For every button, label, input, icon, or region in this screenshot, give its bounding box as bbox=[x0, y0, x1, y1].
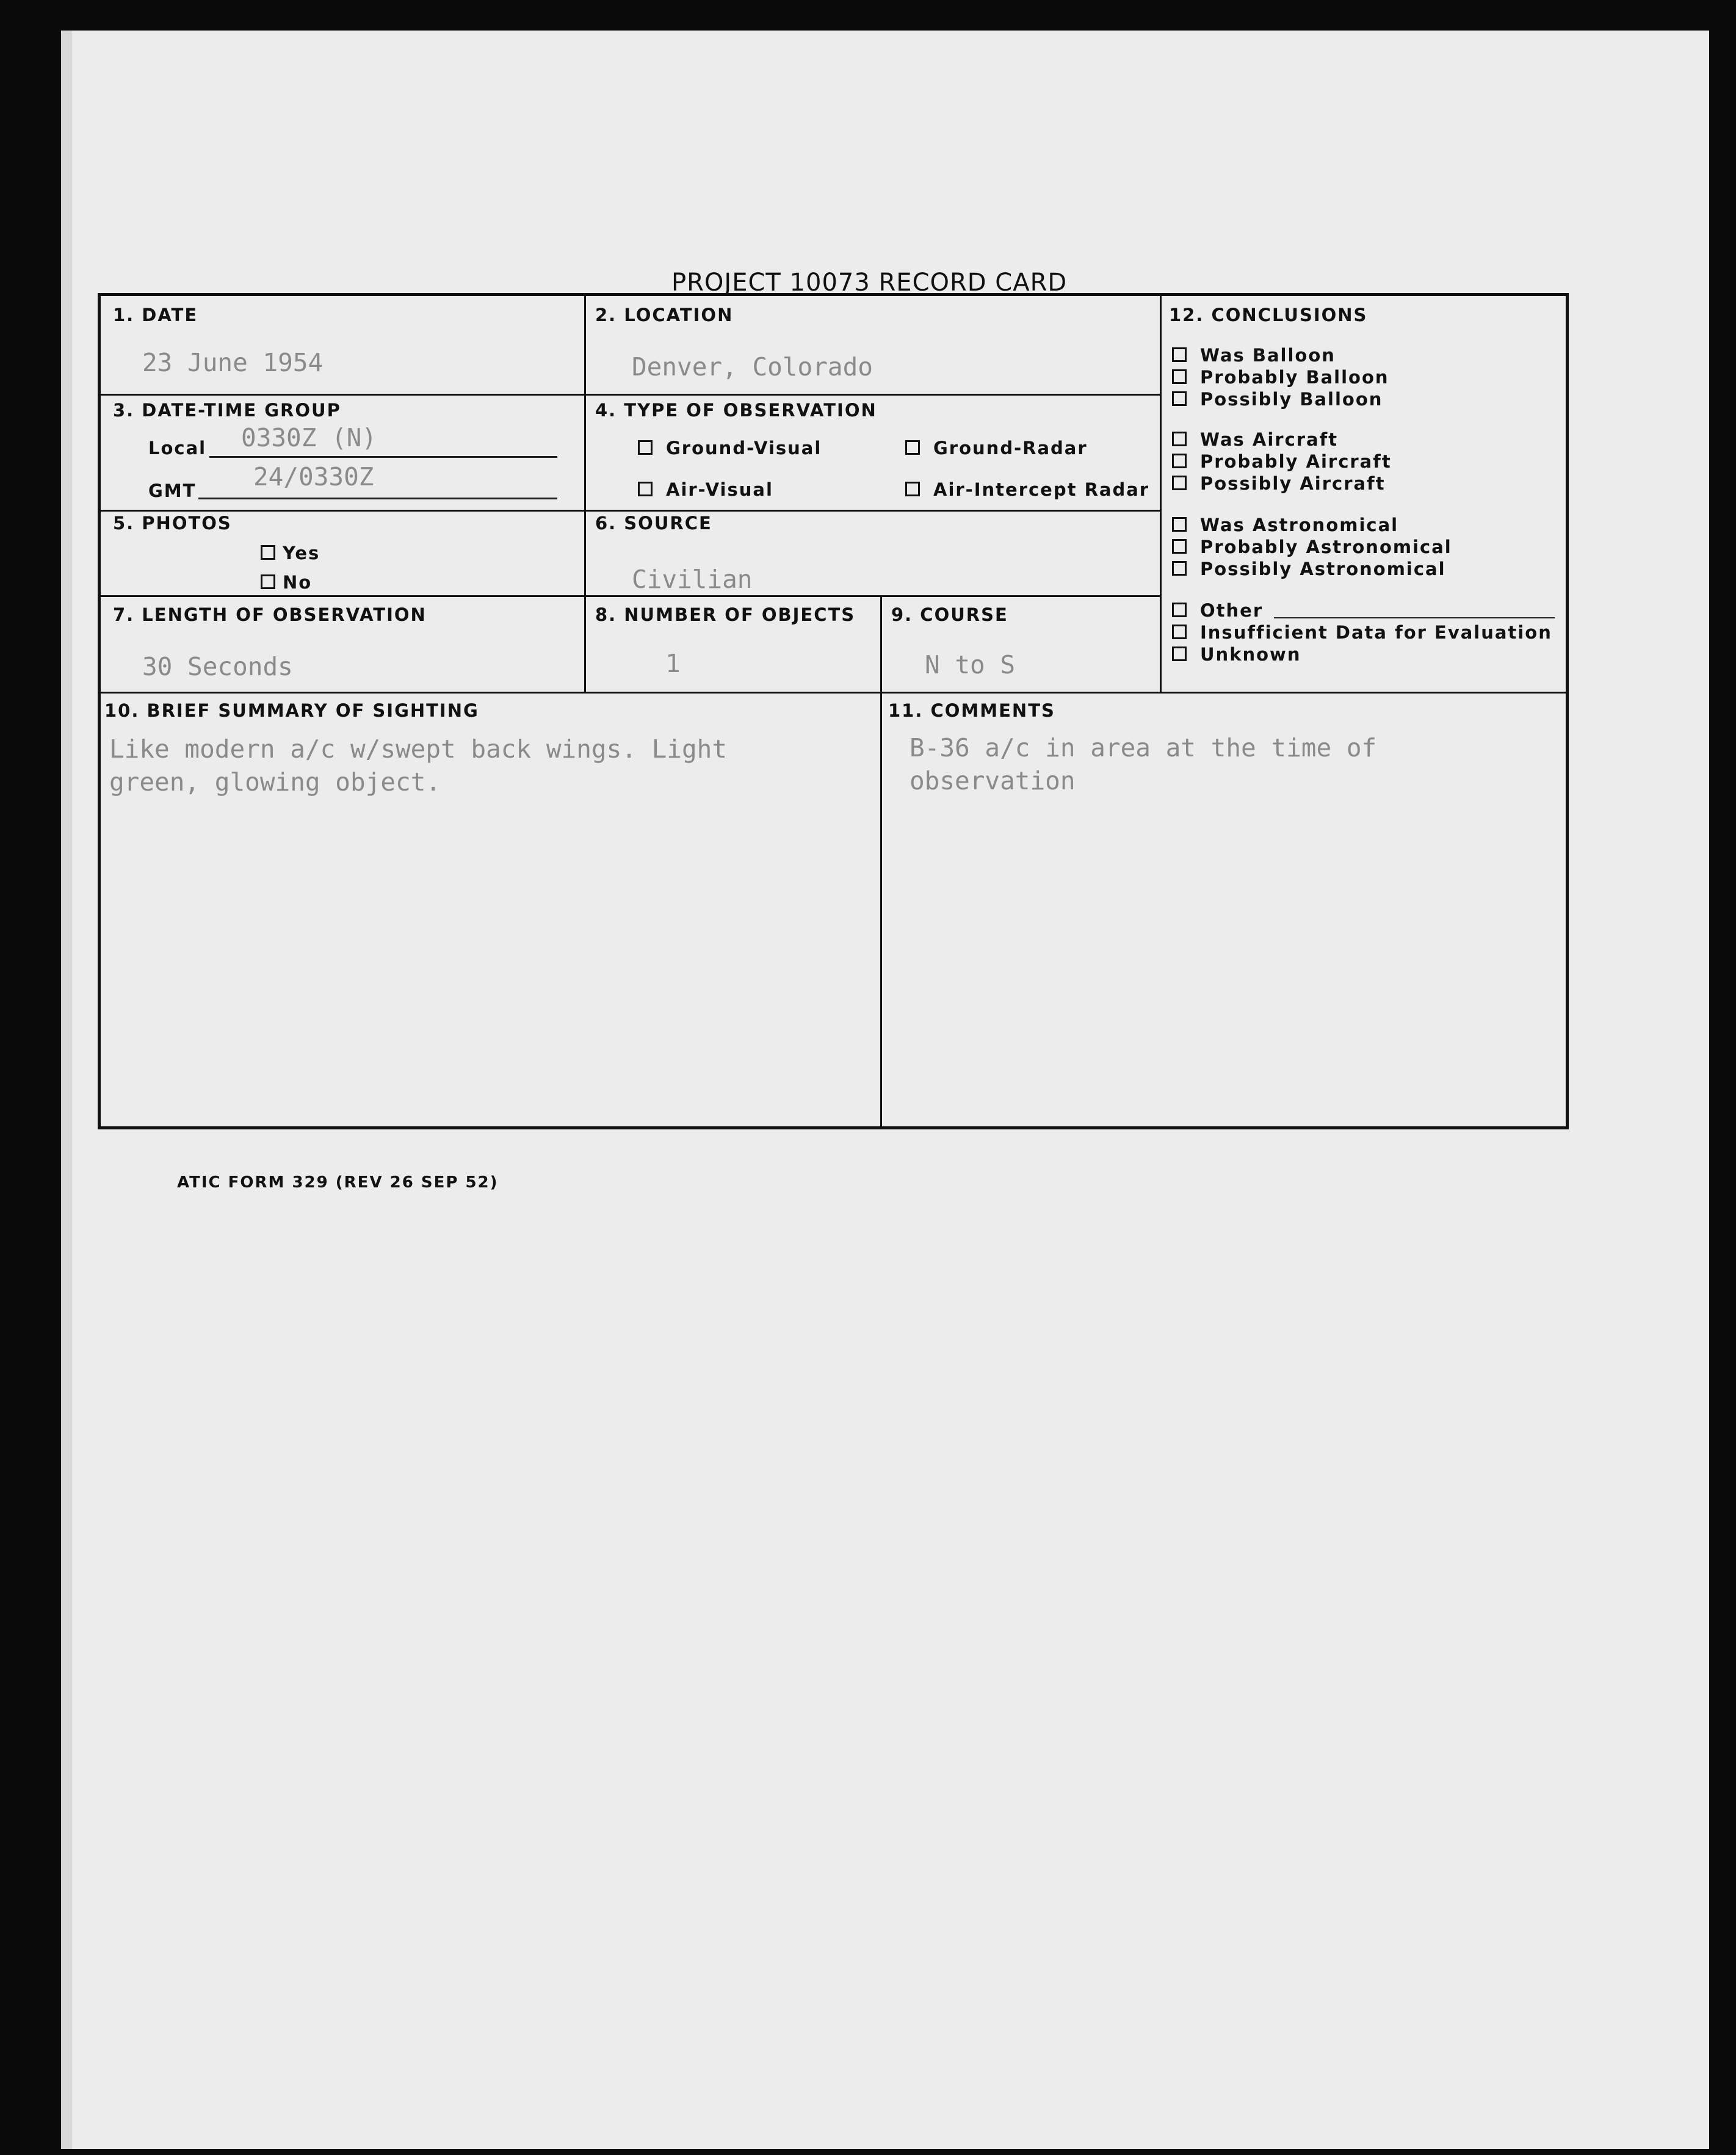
dtg-label: 3. DATE-TIME GROUP bbox=[113, 400, 341, 421]
option-label: Insufficient Data for Evaluation bbox=[1200, 622, 1552, 643]
number-label: 8. NUMBER OF OBJECTS bbox=[595, 604, 856, 625]
option-label: Unknown bbox=[1200, 644, 1301, 665]
conclusion-other[interactable] bbox=[1172, 600, 1263, 621]
location-label: 2. LOCATION bbox=[595, 305, 734, 325]
photos-yes[interactable] bbox=[261, 543, 320, 563]
checkbox-icon[interactable] bbox=[1172, 432, 1187, 446]
gmt-value: 24/0330Z bbox=[253, 462, 374, 491]
rule-row-4 bbox=[101, 692, 1566, 694]
option-label: Possibly Balloon bbox=[1200, 389, 1383, 410]
checkbox-icon[interactable] bbox=[1172, 369, 1187, 384]
checkbox-icon[interactable] bbox=[1172, 539, 1187, 554]
conclusion-was-balloon[interactable] bbox=[1172, 345, 1336, 366]
checkbox-icon[interactable] bbox=[905, 482, 920, 496]
rule-row-3 bbox=[101, 595, 1160, 597]
form-number: ATIC FORM 329 (REV 26 SEP 52) bbox=[177, 1173, 499, 1192]
checkbox-icon[interactable] bbox=[1172, 476, 1187, 490]
source-label: 6. SOURCE bbox=[595, 513, 712, 534]
rule-col-2 bbox=[880, 595, 882, 1129]
checkbox-icon[interactable] bbox=[1172, 646, 1187, 661]
date-label: 1. DATE bbox=[113, 305, 198, 325]
type-air-intercept-radar[interactable] bbox=[905, 479, 1149, 500]
checkbox-icon[interactable] bbox=[905, 440, 920, 455]
rule-col-3 bbox=[1160, 296, 1162, 693]
checkbox-icon[interactable] bbox=[1172, 454, 1187, 468]
gmt-underline bbox=[198, 498, 557, 499]
checkbox-icon[interactable] bbox=[638, 482, 653, 496]
option-label: Possibly Astronomical bbox=[1200, 559, 1446, 579]
option-label: Air-Visual bbox=[666, 479, 773, 500]
date-value: 23 June 1954 bbox=[142, 348, 324, 377]
photos-no[interactable] bbox=[261, 572, 312, 593]
length-label: 7. LENGTH OF OBSERVATION bbox=[113, 604, 427, 625]
conclusion-insufficient-data[interactable] bbox=[1172, 622, 1552, 643]
summary-line-2: green, glowing object. bbox=[109, 767, 441, 797]
type-air-visual[interactable] bbox=[638, 479, 773, 500]
checkbox-icon[interactable] bbox=[1172, 603, 1187, 617]
option-label: Was Astronomical bbox=[1200, 515, 1399, 535]
checkbox-icon[interactable] bbox=[1172, 561, 1187, 576]
conclusion-was-aircraft[interactable] bbox=[1172, 429, 1338, 450]
conclusions-label: 12. CONCLUSIONS bbox=[1169, 305, 1368, 325]
course-value: N to S bbox=[925, 650, 1016, 679]
page-edge bbox=[61, 31, 72, 2149]
option-label: No bbox=[283, 572, 313, 593]
conclusion-probably-aircraft[interactable] bbox=[1172, 451, 1392, 472]
conclusion-was-astronomical[interactable] bbox=[1172, 515, 1398, 535]
checkbox-icon[interactable] bbox=[1172, 517, 1187, 532]
photos-label: 5. PHOTOS bbox=[113, 513, 232, 534]
conclusion-probably-balloon[interactable] bbox=[1172, 367, 1389, 388]
option-label: Probably Aircraft bbox=[1200, 451, 1392, 472]
checkbox-icon[interactable] bbox=[638, 440, 653, 455]
option-label: Probably Astronomical bbox=[1200, 537, 1452, 557]
type-ground-visual[interactable] bbox=[638, 438, 822, 458]
conclusion-probably-astronomical[interactable] bbox=[1172, 537, 1452, 557]
checkbox-icon[interactable] bbox=[261, 545, 275, 560]
option-label: Possibly Aircraft bbox=[1200, 473, 1386, 494]
record-card-table bbox=[98, 293, 1569, 1129]
summary-label: 10. BRIEF SUMMARY OF SIGHTING bbox=[104, 700, 479, 721]
source-value: Civilian bbox=[632, 565, 753, 594]
location-value: Denver, Colorado bbox=[632, 352, 873, 382]
checkbox-icon[interactable] bbox=[1172, 391, 1187, 406]
checkbox-icon[interactable] bbox=[261, 574, 275, 589]
comments-line-2: observation bbox=[910, 766, 1076, 795]
rule-row-1 bbox=[101, 394, 1160, 396]
summary-line-1: Like modern a/c w/swept back wings. Light bbox=[109, 734, 728, 764]
local-label: Local bbox=[148, 438, 207, 458]
length-value: 30 Seconds bbox=[142, 652, 293, 681]
gmt-label: GMT bbox=[148, 480, 197, 501]
option-label: Probably Balloon bbox=[1200, 367, 1389, 388]
local-underline bbox=[209, 456, 557, 458]
option-label: Air-Intercept Radar bbox=[933, 479, 1150, 500]
course-label: 9. COURSE bbox=[891, 604, 1008, 625]
local-value: 0330Z (N) bbox=[241, 423, 377, 452]
number-value: 1 bbox=[665, 649, 681, 678]
option-label: Other bbox=[1200, 600, 1264, 621]
comments-label: 11. COMMENTS bbox=[888, 700, 1055, 721]
conclusion-possibly-astronomical[interactable] bbox=[1172, 559, 1446, 579]
card-title: PROJECT 10073 RECORD CARD bbox=[671, 269, 1068, 297]
conclusion-unknown[interactable] bbox=[1172, 644, 1301, 665]
comments-line-1: B-36 a/c in area at the time of bbox=[910, 733, 1377, 762]
option-label: Ground-Radar bbox=[933, 438, 1088, 458]
option-label: Was Aircraft bbox=[1200, 429, 1339, 450]
checkbox-icon[interactable] bbox=[1172, 625, 1187, 639]
option-label: Yes bbox=[283, 543, 320, 563]
option-label: Was Balloon bbox=[1200, 345, 1336, 366]
checkbox-icon[interactable] bbox=[1172, 347, 1187, 362]
rule-row-2 bbox=[101, 510, 1160, 512]
rule-col-1 bbox=[584, 296, 586, 693]
other-underline bbox=[1274, 617, 1555, 618]
conclusion-possibly-aircraft[interactable] bbox=[1172, 473, 1386, 494]
observation-type-label: 4. TYPE OF OBSERVATION bbox=[595, 400, 877, 421]
conclusion-possibly-balloon[interactable] bbox=[1172, 389, 1383, 410]
option-label: Ground-Visual bbox=[666, 438, 822, 458]
type-ground-radar[interactable] bbox=[905, 438, 1088, 458]
